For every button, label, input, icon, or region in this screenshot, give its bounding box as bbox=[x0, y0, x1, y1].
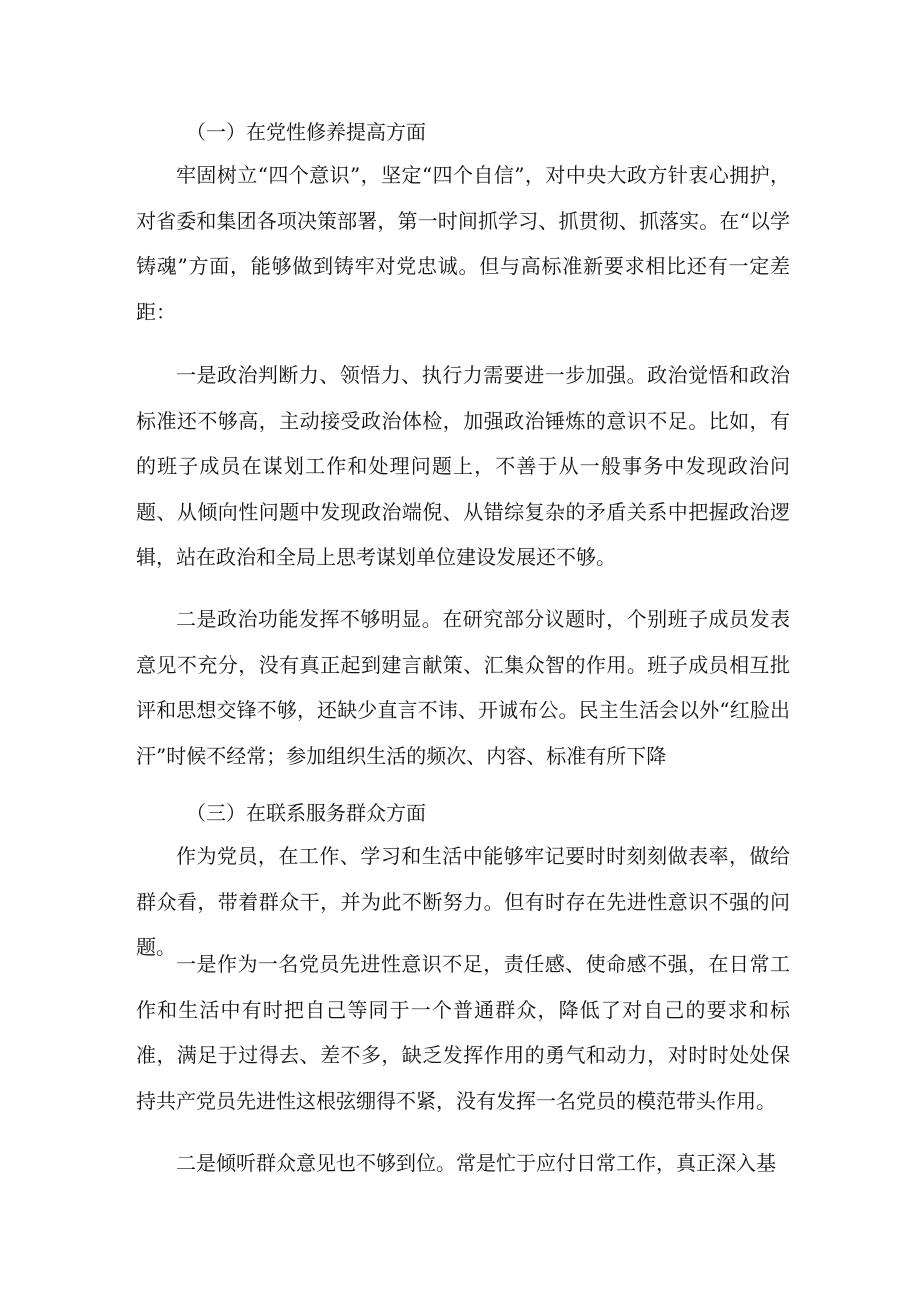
paragraph-political-judgment: 一是政治判断力、领悟力、执行力需要进一步加强。政治觉悟和政治标准还不够高，主动接受政治体检，加强政治锤炼的意识不足。比如，有的班子成员在谋划工作和处理问题上，不善于从一般事务中发现政治问题、从倾向性问题中发现政治端倪、从错综复杂的矛盾关系中把握政治逻辑，站在政治和全局上思考谋划单位建设发展还不够。 bbox=[136, 363, 790, 569]
paragraph-vanguard-awareness: 一是作为一名党员先进性意识不足，责任感、使命感不强，在日常工作和生活中有时把自己等同于一个普通群众，降低了对自己的要求和标准，满足于过得去、差不多，缺乏发挥作用的勇气和动力，对时时处处保持共产党员先进性这根弦绷得不紧，没有发挥一名党员的模范带头作用。 bbox=[136, 952, 790, 1113]
paragraph-listening-masses: 二是倾听群众意见也不够到位。常是忙于应付日常工作，真正深入基 bbox=[176, 1151, 776, 1175]
section-heading-serving-masses: （三）在联系服务群众方面 bbox=[186, 801, 426, 825]
paragraph-political-function: 二是政治功能发挥不够明显。在研究部分议题时，个别班子成员发表意见不充分，没有真正起到建言献策、汇集众智的作用。班子成员相互批评和思想交锋不够，还缺少直言不讳、开诚布公。民主生活会以外“红脸出汗”时候不经常；参加组织生活的频次、内容、标准有所下降 bbox=[136, 607, 790, 768]
paragraph-serving-masses-intro: 作为党员，在工作、学习和生活中能够牢记要时时刻刻做表率，做给群众看，带着群众干，并为此不断努力。但有时存在先进性意识不强的问题。 bbox=[136, 844, 790, 959]
section-heading-party-spirit: （一）在党性修养提高方面 bbox=[186, 120, 426, 144]
paragraph-party-spirit-intro: 牢固树立“四个意识”，坚定“四个自信”，对中央大政方针衷心拥护，对省委和集团各项决策部署，第一时间抓学习、抓贯彻、抓落实。在“以学铸魂”方面，能够做到铸牢对党忠诚。但与高标准新要求相比还有一定差距： bbox=[136, 163, 790, 324]
